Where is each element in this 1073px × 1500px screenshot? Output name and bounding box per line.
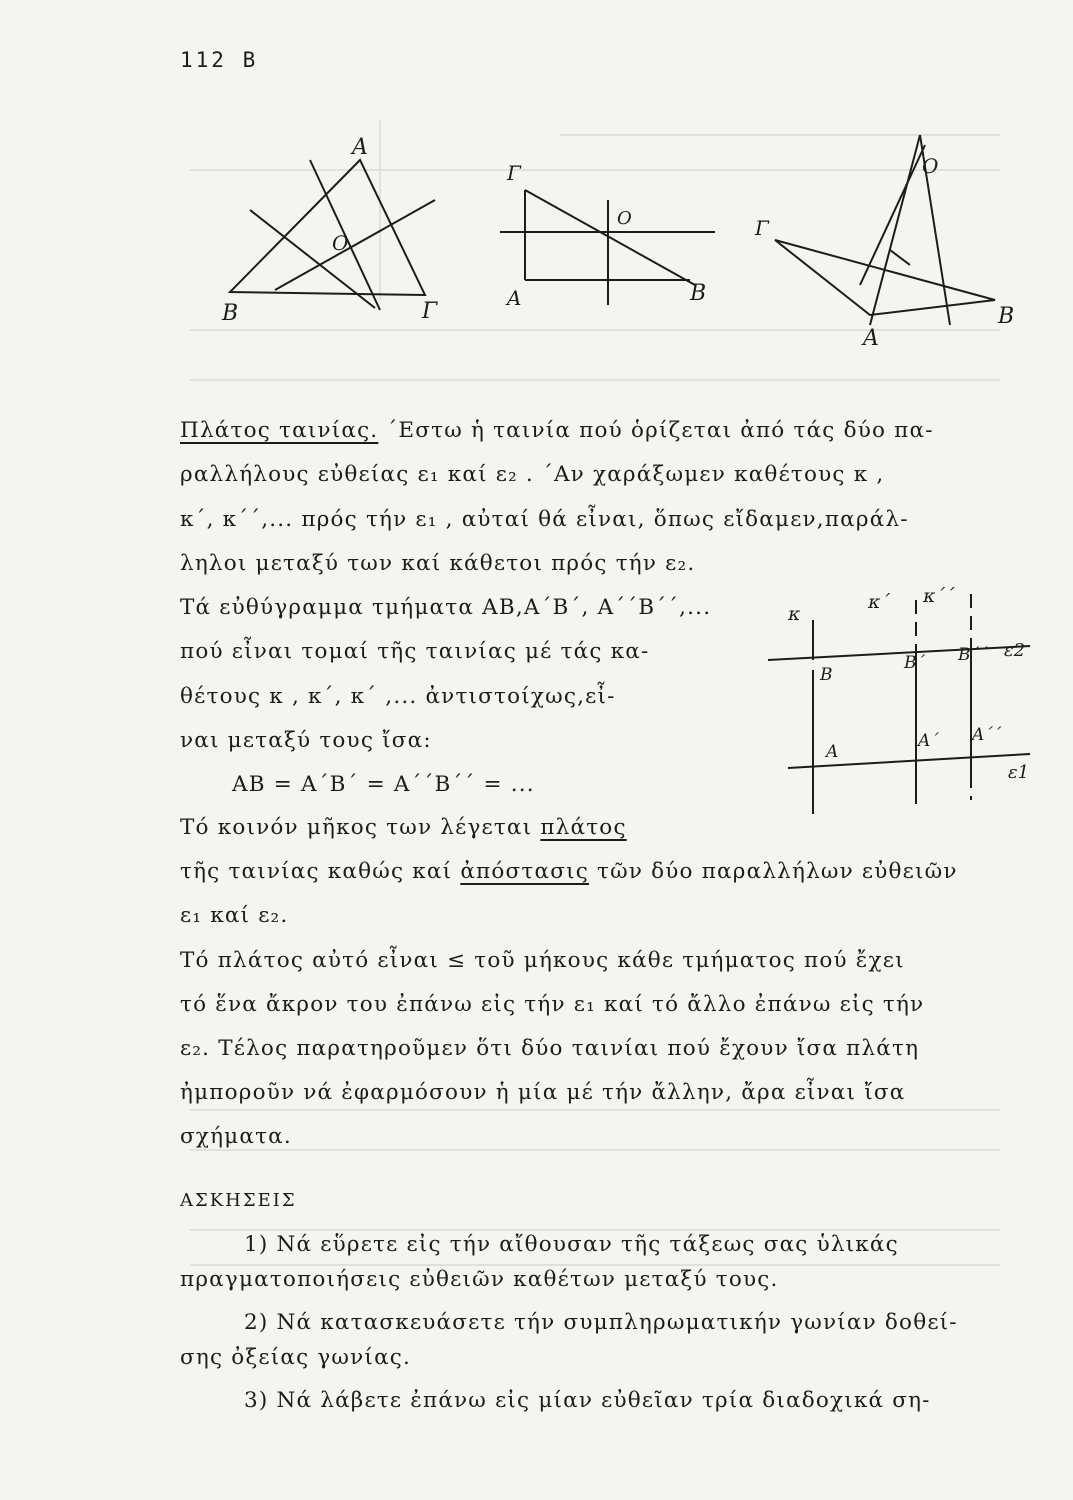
term-width: πλάτος [540, 815, 627, 840]
triangle-label-b: Β [222, 301, 239, 326]
strip-label-k: κ [788, 603, 801, 625]
text-line-7: θέτους κ , κ΄, κ΄ ,... ἀντιστοίχως,εἶ- [180, 684, 616, 709]
strip-label-k2: κ΄΄ [923, 585, 955, 607]
rectangle-label-g: Γ [507, 161, 521, 185]
rectangle-label-a: Α [507, 286, 522, 310]
strip-label-b1: Β΄ [904, 653, 925, 673]
text-line-3: κ΄, κ΄΄,... πρός τήν ε₁ , αὐταί θά εἶναι, ὅπως εἴδαμεν,παράλ- [180, 507, 909, 532]
text-line-9: Τό κοινόν μῆκος των λέγεται πλάτος [180, 815, 627, 840]
strip-label-e1: ε1 [1008, 762, 1030, 783]
figure-right-triangle [495, 160, 725, 320]
term-distance: ἀπόστασις [460, 859, 589, 884]
text-line-10: τῆς ταινίας καθώς καί ἀπόστασις τῶν δύο παραλλήλων εὐθειῶν [180, 859, 958, 884]
exercises-heading: ΑΣΚΗΣΕΙΣ [180, 1190, 297, 1211]
text-line-12: Τό πλάτος αὐτό εἶναι ≤ τοῦ μήκους κάθε τμήματος πού ἔχει [180, 948, 905, 973]
rectangle-label-b: Β [690, 281, 707, 306]
obtuse-label-g: Γ [755, 216, 769, 240]
exercise-2-line-2: σης ὀξείας γωνίας. [180, 1345, 412, 1370]
text-line-15: ἠμποροῦν νά ἐφαρμόσουν ἡ μία μέ τήν ἄλλην, ἄρα εἶναι ἴσα [180, 1080, 906, 1105]
text-line-2: ραλλήλους εὐθείας ε₁ καί ε₂ . ΄Αν χαράξωμεν καθέτους κ , [180, 462, 885, 487]
text-line-11: ε₁ καί ε₂. [180, 903, 289, 928]
obtuse-label-b: Β [998, 304, 1015, 329]
exercise-3-line-1: 3) Νά λάβετε ἐπάνω εἰς μίαν εὐθεῖαν τρία διαδοχικά ση- [244, 1388, 931, 1413]
text-line-5: Τά εὐθύγραμμα τμήματα ΑΒ,Α΄Β΄, Α΄΄Β΄΄,... [180, 595, 712, 620]
text-line-16: σχήματα. [180, 1124, 292, 1149]
triangle-label-a: Α [352, 135, 368, 160]
text-line-8: ναι μεταξύ τους ἴσα: [180, 728, 432, 753]
obtuse-label-o: Ο [922, 154, 939, 178]
triangle-label-g: Γ [422, 299, 438, 324]
section-heading: Πλάτος ταινίας. [180, 418, 379, 443]
text-line-14: ε₂. Τέλος παρατηροῦμεν ὅτι δύο ταινίαι πού ἔχουν ἴσα πλάτη [180, 1036, 920, 1061]
exercise-2-line-1: 2) Νά κατασκευάσετε τήν συμπληρωματικήν γωνίαν δοθεί- [244, 1310, 958, 1335]
obtuse-label-a: Α [863, 326, 879, 351]
equality-line: ΑΒ = Α΄Β΄ = Α΄΄Β΄΄ = ... [232, 772, 535, 797]
strip-label-k1: κ΄ [868, 591, 890, 613]
strip-label-a1: Α΄ [918, 731, 939, 751]
strip-label-b: Β [820, 665, 833, 685]
exercise-1-line-2: πραγματοποιήσεις εὐθειῶν καθέτων μεταξύ τους. [180, 1267, 779, 1292]
strip-label-a: Α [826, 742, 839, 762]
text-line-13: τό ἕνα ἄκρον του ἐπάνω εἰς τήν ε₁ καί τό ἄλλο ἐπάνω εἰς τήν [180, 992, 925, 1017]
strip-label-e2: ε2 [1004, 640, 1026, 661]
rectangle-label-o: Ο [617, 208, 632, 229]
figure-parallel-strip [768, 582, 1038, 842]
strip-label-b2: Β΄΄ [958, 645, 988, 665]
figure-triangle-bisectors [200, 120, 460, 330]
text-line-6: πού εἶναι τομαί τῆς ταινίας μέ τάς κα- [180, 639, 650, 664]
text-line-4: ληλοι μεταξύ των καί κάθετοι πρός τήν ε₂. [180, 551, 696, 576]
exercise-1-line-1: 1) Νά εὕρετε εἰς τήν αἴθουσαν τῆς τάξεως σας ὑλικάς [244, 1232, 899, 1257]
figure-obtuse-triangle [750, 125, 1030, 360]
page-number: 112 B [180, 48, 259, 72]
text-line-1: Πλάτος ταινίας. ΄Εστω ἡ ταινία πού ὁρίζεται ἀπό τάς δύο πα- [180, 418, 934, 443]
triangle-label-o: Ο [332, 231, 349, 255]
strip-label-a2: Α΄΄ [972, 725, 1002, 745]
